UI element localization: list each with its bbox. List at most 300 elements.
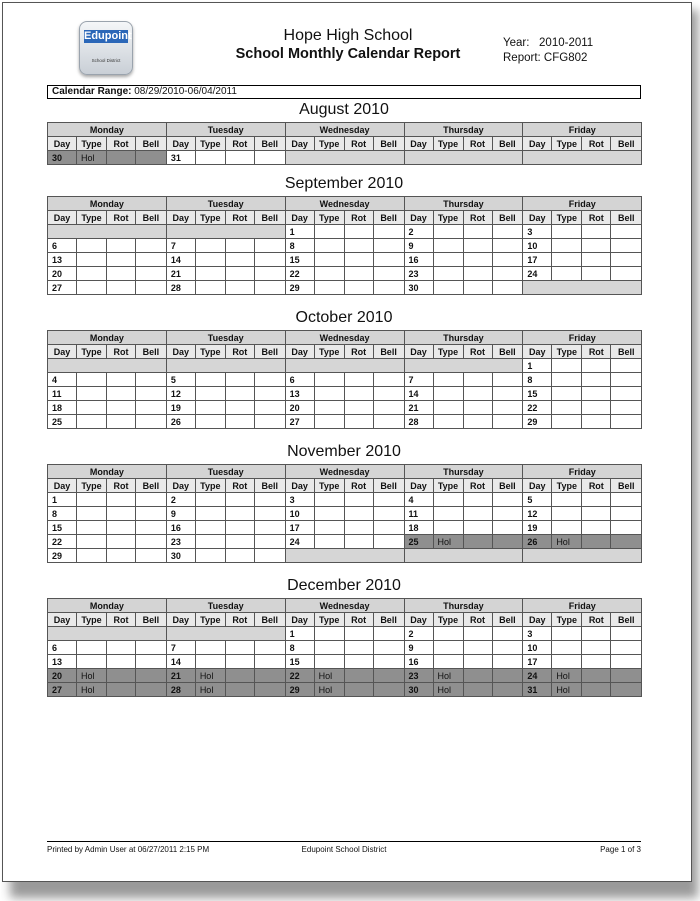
day-rotation — [107, 493, 136, 507]
day-type — [433, 507, 463, 521]
day-rotation — [107, 521, 136, 535]
day-bell — [136, 521, 167, 535]
day-rotation — [225, 239, 254, 253]
day-rotation — [225, 521, 254, 535]
weekday-header: Wednesday — [285, 465, 404, 479]
day-type — [433, 641, 463, 655]
day-number: 19 — [523, 521, 552, 535]
calendar-range — [47, 85, 641, 99]
day-bell — [254, 655, 285, 669]
subcolumn-header: Type — [195, 479, 225, 493]
day-rotation — [225, 507, 254, 521]
month-calendar-table — [47, 196, 642, 295]
day-number: 6 — [48, 641, 77, 655]
day-type — [314, 521, 344, 535]
day-bell — [492, 267, 523, 281]
weekday-header: Friday — [523, 599, 642, 613]
school-name: Hope High School — [283, 27, 413, 44]
weekday-header: Thursday — [404, 197, 523, 211]
day-bell — [254, 239, 285, 253]
day-type — [314, 387, 344, 401]
day-bell — [492, 493, 523, 507]
day-type — [552, 641, 582, 655]
day-type — [77, 507, 107, 521]
weekday-header: Wednesday — [285, 197, 404, 211]
day-type: Hol — [195, 669, 225, 683]
day-bell — [492, 225, 523, 239]
day-type — [195, 549, 225, 563]
day-type — [195, 655, 225, 669]
day-rotation — [107, 401, 136, 415]
day-bell — [611, 655, 642, 669]
day-type — [77, 493, 107, 507]
subcolumn-header: Rot — [225, 479, 254, 493]
week-row — [48, 627, 642, 641]
day-rotation — [344, 627, 373, 641]
week-row — [48, 281, 642, 295]
subcolumn-header: Bell — [611, 345, 642, 359]
day-number: 4 — [48, 373, 77, 387]
day-bell — [373, 655, 404, 669]
day-number: 10 — [523, 239, 552, 253]
day-type — [552, 225, 582, 239]
day-number: 24 — [523, 267, 552, 281]
day-type — [433, 373, 463, 387]
subcolumn-header: Rot — [107, 479, 136, 493]
month-calendar-table — [47, 598, 642, 697]
empty-day-cell — [166, 225, 285, 239]
day-number: 3 — [523, 627, 552, 641]
day-type: Hol — [77, 151, 107, 165]
day-number: 5 — [523, 493, 552, 507]
day-bell — [254, 521, 285, 535]
subcolumn-header: Day — [48, 211, 77, 225]
day-number: 7 — [166, 239, 195, 253]
week-row — [48, 401, 642, 415]
day-number: 13 — [285, 387, 314, 401]
day-number: 17 — [523, 655, 552, 669]
subcolumn-header: Rot — [225, 345, 254, 359]
day-rotation — [344, 281, 373, 295]
report-meta — [503, 36, 593, 66]
month-title: August 2010 — [299, 101, 389, 118]
day-type — [552, 415, 582, 429]
weekday-header: Monday — [48, 599, 167, 613]
subcolumn-header: Day — [523, 479, 552, 493]
weekday-header: Monday — [48, 197, 167, 211]
day-rotation — [344, 641, 373, 655]
day-type — [195, 415, 225, 429]
subcolumn-header: Type — [552, 211, 582, 225]
day-type — [77, 401, 107, 415]
day-bell — [136, 549, 167, 563]
weekday-header: Wednesday — [285, 123, 404, 137]
day-type — [314, 239, 344, 253]
day-number: 10 — [285, 507, 314, 521]
day-bell — [254, 535, 285, 549]
weekday-header: Tuesday — [166, 465, 285, 479]
day-bell — [136, 373, 167, 387]
day-rotation — [463, 373, 492, 387]
subcolumn-header: Rot — [463, 345, 492, 359]
day-bell — [492, 507, 523, 521]
day-type — [195, 281, 225, 295]
subcolumn-header: Bell — [136, 137, 167, 151]
day-rotation — [463, 253, 492, 267]
day-number: 21 — [404, 401, 433, 415]
day-bell — [492, 655, 523, 669]
day-rotation — [582, 401, 611, 415]
subcolumn-header: Rot — [344, 211, 373, 225]
subcolumn-header: Day — [523, 137, 552, 151]
subcolumn-header: Bell — [611, 479, 642, 493]
day-bell — [254, 401, 285, 415]
day-number: 28 — [404, 415, 433, 429]
day-rotation — [107, 641, 136, 655]
day-type — [314, 535, 344, 549]
day-number: 22 — [285, 669, 314, 683]
subcolumn-header: Type — [77, 137, 107, 151]
day-type — [77, 387, 107, 401]
weekday-header: Friday — [523, 197, 642, 211]
day-bell — [373, 683, 404, 697]
subcolumn-header: Bell — [492, 345, 523, 359]
subcolumn-header: Bell — [254, 137, 285, 151]
day-type — [433, 627, 463, 641]
day-number: 28 — [166, 281, 195, 295]
day-bell — [492, 683, 523, 697]
weekday-header: Tuesday — [166, 599, 285, 613]
subcolumn-header: Day — [404, 613, 433, 627]
day-bell — [254, 683, 285, 697]
subcolumn-header: Bell — [254, 211, 285, 225]
day-type — [552, 239, 582, 253]
day-rotation — [225, 493, 254, 507]
day-bell — [611, 683, 642, 697]
day-number: 23 — [404, 669, 433, 683]
day-rotation — [582, 415, 611, 429]
day-rotation — [582, 627, 611, 641]
day-type — [314, 401, 344, 415]
subcolumn-header: Day — [523, 211, 552, 225]
subcolumn-header: Rot — [582, 211, 611, 225]
day-bell — [373, 669, 404, 683]
week-row — [48, 535, 642, 549]
calendar-range-label: Calendar Range: — [52, 86, 132, 97]
day-number: 14 — [166, 253, 195, 267]
day-rotation — [107, 373, 136, 387]
day-type — [552, 253, 582, 267]
day-rotation — [107, 281, 136, 295]
day-bell — [492, 373, 523, 387]
day-bell — [136, 641, 167, 655]
day-number: 30 — [404, 683, 433, 697]
day-type — [314, 641, 344, 655]
empty-day-cell — [166, 627, 285, 641]
day-rotation — [463, 415, 492, 429]
day-number: 2 — [404, 627, 433, 641]
day-rotation — [225, 151, 254, 165]
week-row — [48, 521, 642, 535]
day-bell — [254, 549, 285, 563]
day-type — [195, 507, 225, 521]
report-value: CFG802 — [543, 52, 588, 64]
week-row — [48, 641, 642, 655]
day-rotation — [107, 239, 136, 253]
subcolumn-header: Type — [552, 479, 582, 493]
day-type: Hol — [433, 535, 463, 549]
day-rotation — [463, 225, 492, 239]
subcolumn-header: Rot — [344, 479, 373, 493]
day-rotation — [225, 253, 254, 267]
day-number: 24 — [285, 535, 314, 549]
day-rotation — [107, 549, 136, 563]
day-number: 9 — [404, 239, 433, 253]
day-type — [195, 535, 225, 549]
day-bell — [492, 627, 523, 641]
subcolumn-header: Bell — [611, 211, 642, 225]
subcolumn-header: Bell — [136, 613, 167, 627]
day-type — [77, 253, 107, 267]
day-bell — [136, 535, 167, 549]
day-rotation — [582, 683, 611, 697]
day-bell — [492, 281, 523, 295]
day-number: 26 — [166, 415, 195, 429]
subcolumn-header: Type — [77, 345, 107, 359]
day-bell — [136, 655, 167, 669]
day-number: 15 — [48, 521, 77, 535]
day-bell — [254, 641, 285, 655]
day-type: Hol — [552, 535, 582, 549]
subcolumn-header: Type — [552, 613, 582, 627]
day-number: 7 — [404, 373, 433, 387]
subcolumn-header: Bell — [373, 613, 404, 627]
day-bell — [373, 239, 404, 253]
day-type — [314, 627, 344, 641]
day-rotation — [582, 359, 611, 373]
day-type — [314, 493, 344, 507]
subcolumn-header: Bell — [611, 137, 642, 151]
day-type: Hol — [314, 669, 344, 683]
day-type — [77, 535, 107, 549]
week-row — [48, 669, 642, 683]
subcolumn-header: Rot — [463, 613, 492, 627]
day-bell — [373, 535, 404, 549]
day-rotation — [344, 373, 373, 387]
subcolumn-header: Bell — [254, 345, 285, 359]
subcolumn-header: Bell — [254, 479, 285, 493]
subcolumn-header: Bell — [373, 479, 404, 493]
subcolumn-header: Type — [77, 479, 107, 493]
day-type — [195, 401, 225, 415]
day-bell — [254, 373, 285, 387]
weekday-header: Friday — [523, 465, 642, 479]
day-rotation — [582, 507, 611, 521]
day-type — [552, 401, 582, 415]
day-number: 6 — [285, 373, 314, 387]
day-bell — [611, 535, 642, 549]
day-rotation — [225, 641, 254, 655]
subcolumn-header: Type — [433, 613, 463, 627]
day-rotation — [463, 641, 492, 655]
day-type — [552, 267, 582, 281]
subcolumn-header: Bell — [492, 479, 523, 493]
day-type — [77, 373, 107, 387]
weekday-header: Friday — [523, 123, 642, 137]
day-type — [77, 641, 107, 655]
subcolumn-header: Day — [48, 479, 77, 493]
month-title: September 2010 — [284, 175, 404, 192]
day-type — [195, 521, 225, 535]
weekday-header: Thursday — [404, 331, 523, 345]
empty-day-cell — [285, 151, 404, 165]
day-number: 22 — [523, 401, 552, 415]
day-bell — [492, 669, 523, 683]
day-rotation — [463, 669, 492, 683]
day-number: 26 — [523, 535, 552, 549]
day-bell — [136, 669, 167, 683]
day-type — [77, 521, 107, 535]
day-rotation — [107, 253, 136, 267]
day-type — [77, 655, 107, 669]
day-rotation — [107, 415, 136, 429]
day-bell — [611, 387, 642, 401]
day-number: 15 — [285, 253, 314, 267]
day-bell — [373, 521, 404, 535]
day-number: 30 — [166, 549, 195, 563]
subcolumn-header: Rot — [463, 211, 492, 225]
day-rotation — [225, 401, 254, 415]
day-rotation — [344, 493, 373, 507]
subcolumn-header: Bell — [492, 613, 523, 627]
month-title: December 2010 — [287, 577, 401, 594]
day-number: 9 — [404, 641, 433, 655]
day-bell — [611, 401, 642, 415]
day-rotation — [344, 655, 373, 669]
day-bell — [492, 401, 523, 415]
day-bell — [611, 415, 642, 429]
day-bell — [254, 281, 285, 295]
day-number: 14 — [404, 387, 433, 401]
weekday-header: Tuesday — [166, 123, 285, 137]
subcolumn-header: Bell — [373, 137, 404, 151]
day-bell — [136, 493, 167, 507]
day-number: 25 — [48, 415, 77, 429]
day-rotation — [463, 387, 492, 401]
day-rotation — [582, 521, 611, 535]
week-row — [48, 683, 642, 697]
subcolumn-header: Day — [48, 345, 77, 359]
day-rotation — [344, 267, 373, 281]
day-number: 17 — [523, 253, 552, 267]
day-bell — [492, 641, 523, 655]
day-number: 4 — [404, 493, 433, 507]
day-bell — [373, 401, 404, 415]
day-type — [552, 627, 582, 641]
week-row — [48, 151, 642, 165]
day-number: 3 — [523, 225, 552, 239]
day-number: 25 — [404, 535, 433, 549]
weekday-header: Monday — [48, 123, 167, 137]
day-type — [433, 253, 463, 267]
day-number: 1 — [523, 359, 552, 373]
day-type — [552, 359, 582, 373]
subcolumn-header: Day — [166, 137, 195, 151]
day-number: 20 — [48, 267, 77, 281]
day-bell — [136, 683, 167, 697]
subcolumn-header: Day — [404, 211, 433, 225]
day-type — [433, 225, 463, 239]
subcolumn-header: Type — [433, 137, 463, 151]
day-rotation — [225, 549, 254, 563]
month-calendar-table — [47, 122, 642, 165]
day-number: 22 — [285, 267, 314, 281]
subcolumn-header: Bell — [611, 613, 642, 627]
day-type — [314, 225, 344, 239]
day-number: 16 — [404, 253, 433, 267]
subcolumn-header: Day — [523, 613, 552, 627]
day-bell — [373, 225, 404, 239]
subcolumn-header: Rot — [582, 613, 611, 627]
report-title: School Monthly Calendar Report — [235, 46, 461, 62]
day-bell — [611, 493, 642, 507]
subcolumn-header: Day — [285, 479, 314, 493]
day-type — [314, 267, 344, 281]
subcolumn-header: Bell — [136, 479, 167, 493]
day-bell — [254, 669, 285, 683]
day-type — [77, 239, 107, 253]
day-type — [314, 655, 344, 669]
subcolumn-header: Type — [433, 479, 463, 493]
day-type — [552, 373, 582, 387]
day-rotation — [582, 253, 611, 267]
subcolumn-header: Rot — [344, 137, 373, 151]
day-bell — [492, 535, 523, 549]
day-number: 22 — [48, 535, 77, 549]
subcolumn-header: Type — [195, 345, 225, 359]
day-rotation — [582, 239, 611, 253]
weekday-header: Friday — [523, 331, 642, 345]
day-number: 14 — [166, 655, 195, 669]
subcolumn-header: Rot — [107, 137, 136, 151]
subcolumn-header: Rot — [582, 345, 611, 359]
week-row — [48, 373, 642, 387]
subcolumn-header: Day — [404, 345, 433, 359]
subcolumn-header: Bell — [136, 345, 167, 359]
day-rotation — [582, 387, 611, 401]
week-row — [48, 549, 642, 563]
weekday-header: Monday — [48, 465, 167, 479]
day-number: 27 — [48, 683, 77, 697]
day-number: 16 — [404, 655, 433, 669]
day-rotation — [344, 669, 373, 683]
day-number: 29 — [285, 281, 314, 295]
empty-day-cell — [166, 359, 285, 373]
subcolumn-header: Rot — [582, 137, 611, 151]
day-number: 30 — [404, 281, 433, 295]
day-number: 15 — [523, 387, 552, 401]
day-number: 9 — [166, 507, 195, 521]
day-bell — [254, 151, 285, 165]
day-bell — [373, 253, 404, 267]
subcolumn-header: Rot — [225, 613, 254, 627]
subcolumn-header: Bell — [254, 613, 285, 627]
weekday-header: Thursday — [404, 465, 523, 479]
subcolumn-header: Bell — [373, 345, 404, 359]
day-rotation — [463, 239, 492, 253]
day-rotation — [107, 267, 136, 281]
day-number: 10 — [523, 641, 552, 655]
